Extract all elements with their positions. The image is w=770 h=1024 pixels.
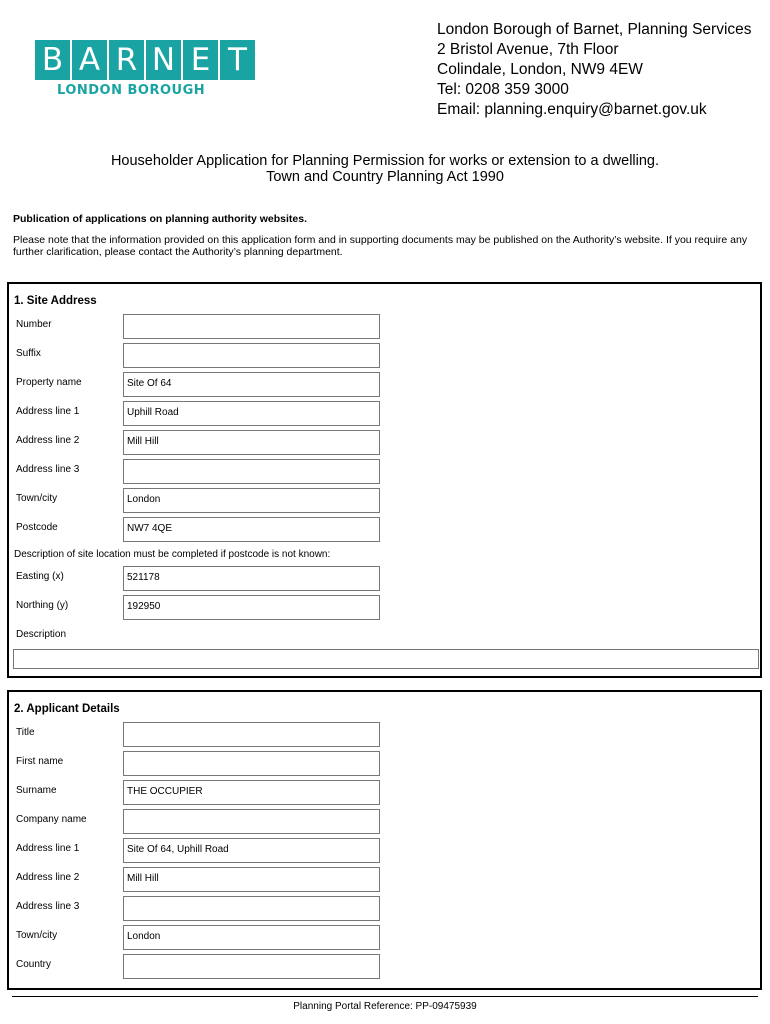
contact-street: 2 Bristol Avenue, 7th Floor	[437, 41, 619, 58]
field-row-company-name	[9, 809, 760, 834]
publication-notice: Please note that the information provided on this application form and in supporting documents may be published on the Authority’s website. If you require any further clarification, please contact the Authority’s planning department.	[13, 234, 748, 258]
field-row-address-line-3	[9, 459, 760, 484]
logo-letter-e: E	[183, 40, 218, 80]
logo-letter-n: N	[146, 40, 181, 80]
applicant-town-city-input[interactable]: London	[123, 925, 380, 950]
field-label: Address line 1	[16, 406, 80, 417]
field-row-surname	[9, 780, 760, 805]
applicant-details-section	[7, 690, 762, 990]
contact-tel: Tel: 0208 359 3000	[437, 81, 569, 98]
description-input[interactable]	[13, 649, 759, 669]
country-input[interactable]	[123, 954, 380, 979]
field-row-postcode	[9, 517, 760, 542]
field-label: Title	[16, 727, 35, 738]
field-label: Country	[16, 959, 52, 970]
address-line-2-input[interactable]: Mill Hill	[123, 430, 380, 455]
field-label: Address line 1	[16, 843, 80, 854]
field-label: Number	[16, 319, 52, 330]
applicant-address-line-2-input[interactable]: Mill Hill	[123, 867, 380, 892]
field-row-town-city	[9, 925, 760, 950]
form-title	[0, 153, 770, 185]
contact-org: London Borough of Barnet, Planning Services	[437, 21, 752, 38]
applicant-address-line-3-input[interactable]	[123, 896, 380, 921]
field-label: Surname	[16, 785, 57, 796]
field-row-northing	[9, 595, 760, 620]
contact-block	[437, 20, 752, 120]
field-row-town-city	[9, 488, 760, 513]
logo-letter-a: A	[72, 40, 107, 80]
address-line-1-input[interactable]: Uphill Road	[123, 401, 380, 426]
address-line-3-input[interactable]	[123, 459, 380, 484]
field-row-country	[9, 954, 760, 979]
field-label: Town/city	[16, 930, 58, 941]
field-row-suffix	[9, 343, 760, 368]
section-heading: 2. Applicant Details	[14, 703, 120, 715]
form-title-line2: Town and Country Planning Act 1990	[266, 169, 504, 185]
site-address-section	[7, 282, 762, 678]
field-row-property-name	[9, 372, 760, 397]
footer-divider	[12, 996, 758, 997]
field-label: Address line 2	[16, 435, 80, 446]
field-label: Postcode	[16, 522, 58, 533]
logo-letter-r: R	[109, 40, 144, 80]
surname-input[interactable]: THE OCCUPIER	[123, 780, 380, 805]
location-note: Description of site location must be completed if postcode is not known:	[14, 549, 331, 560]
logo-letter-t: T	[220, 40, 255, 80]
field-row-address-line-3	[9, 896, 760, 921]
title-input[interactable]	[123, 722, 380, 747]
field-row-number	[9, 314, 760, 339]
field-label: Easting (x)	[16, 571, 64, 582]
northing-input[interactable]: 192950	[123, 595, 380, 620]
company-name-input[interactable]	[123, 809, 380, 834]
number-input[interactable]	[123, 314, 380, 339]
barnet-logo	[35, 40, 257, 98]
town-city-input[interactable]: London	[123, 488, 380, 513]
field-label: Suffix	[16, 348, 41, 359]
field-label: Address line 2	[16, 872, 80, 883]
field-row-address-line-1	[9, 401, 760, 426]
field-row-address-line-2	[9, 867, 760, 892]
logo-letter-b: B	[35, 40, 70, 80]
field-label: Town/city	[16, 493, 58, 504]
field-label: First name	[16, 756, 64, 767]
field-row-first-name	[9, 751, 760, 776]
property-name-input[interactable]: Site Of 64	[123, 372, 380, 397]
contact-email: Email: planning.enquiry@barnet.gov.uk	[437, 101, 707, 118]
field-label: Property name	[16, 377, 82, 388]
field-row-address-line-2	[9, 430, 760, 455]
field-label: Address line 3	[16, 464, 80, 475]
logo-subtitle: LONDON BOROUGH	[57, 83, 206, 98]
contact-city: Colindale, London, NW9 4EW	[437, 61, 643, 78]
publication-heading: Publication of applications on planning authority websites.	[13, 213, 308, 225]
field-label: Address line 3	[16, 901, 80, 912]
section-heading: 1. Site Address	[14, 295, 97, 307]
portal-reference: Planning Portal Reference: PP-09475939	[293, 1001, 477, 1012]
field-row-address-line-1	[9, 838, 760, 863]
applicant-address-line-1-input[interactable]: Site Of 64, Uphill Road	[123, 838, 380, 863]
field-label: Company name	[16, 814, 87, 825]
postcode-input[interactable]: NW7 4QE	[123, 517, 380, 542]
field-label: Northing (y)	[16, 600, 69, 611]
suffix-input[interactable]	[123, 343, 380, 368]
form-title-line1: Householder Application for Planning Permission for works or extension to a dwelling.	[110, 153, 660, 169]
easting-input[interactable]: 521178	[123, 566, 380, 591]
field-row-easting	[9, 566, 760, 591]
field-row-title	[9, 722, 760, 747]
description-label: Description	[16, 629, 67, 640]
first-name-input[interactable]	[123, 751, 380, 776]
